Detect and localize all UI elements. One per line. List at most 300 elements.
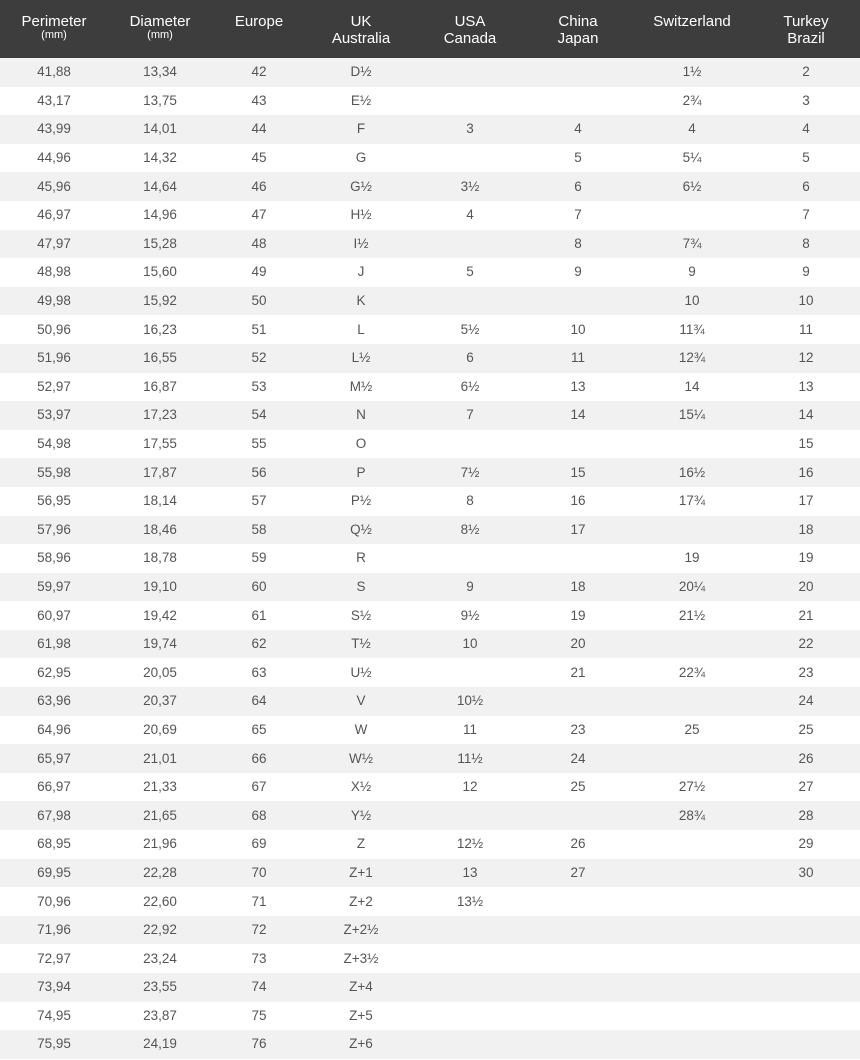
table-cell: 64	[212, 687, 306, 716]
table-cell: 57	[212, 487, 306, 516]
table-cell	[416, 287, 524, 316]
table-cell: 63	[212, 658, 306, 687]
table-cell: 54,98	[0, 430, 108, 459]
table-cell: 66,97	[0, 773, 108, 802]
table-cell	[524, 973, 632, 1002]
table-cell: 24	[524, 744, 632, 773]
column-header-1	[108, 0, 212, 58]
table-cell: 21,65	[108, 801, 212, 830]
table-cell: 25	[752, 716, 860, 745]
table-cell: 20,05	[108, 658, 212, 687]
table-cell: 75,95	[0, 1030, 108, 1059]
table-cell: 7	[524, 201, 632, 230]
table-cell: 14	[632, 373, 752, 402]
table-cell: 28¾	[632, 801, 752, 830]
table-cell	[416, 144, 524, 173]
table-cell: 8	[524, 230, 632, 259]
table-row	[0, 544, 860, 573]
table-row	[0, 344, 860, 373]
table-cell: 43,17	[0, 87, 108, 116]
table-cell: 44,96	[0, 144, 108, 173]
table-cell: 48,98	[0, 258, 108, 287]
table-cell: 25	[524, 773, 632, 802]
column-header-label: Japan	[557, 30, 599, 47]
table-row	[0, 973, 860, 1002]
table-cell: 49	[212, 258, 306, 287]
table-cell	[416, 801, 524, 830]
column-header-3	[306, 0, 416, 58]
table-cell: S½	[306, 601, 416, 630]
table-cell: 16	[752, 458, 860, 487]
table-cell: Z+2½	[306, 916, 416, 945]
table-cell: 4	[416, 201, 524, 230]
column-header-label: Switzerland	[653, 13, 731, 30]
column-header-label: Europe	[234, 13, 284, 30]
table-cell: 17	[752, 487, 860, 516]
table-row	[0, 916, 860, 945]
table-cell: 22,28	[108, 859, 212, 888]
table-cell: 5¼	[632, 144, 752, 173]
table-row	[0, 87, 860, 116]
table-cell: 61,98	[0, 630, 108, 659]
table-cell: 20¼	[632, 573, 752, 602]
table-cell	[416, 973, 524, 1002]
table-cell: 5½	[416, 315, 524, 344]
table-cell: Z+2	[306, 887, 416, 916]
table-cell	[632, 516, 752, 545]
table-cell	[416, 658, 524, 687]
table-cell: 67,98	[0, 801, 108, 830]
table-cell: 53	[212, 373, 306, 402]
table-cell	[632, 687, 752, 716]
table-cell	[524, 1030, 632, 1059]
table-cell: 9	[632, 258, 752, 287]
table-cell: 17,55	[108, 430, 212, 459]
table-cell: 73	[212, 944, 306, 973]
table-row	[0, 144, 860, 173]
table-cell: 45,96	[0, 172, 108, 201]
table-cell	[632, 430, 752, 459]
table-cell: 19,42	[108, 601, 212, 630]
table-cell: Z+1	[306, 859, 416, 888]
table-cell: W	[306, 716, 416, 745]
table-cell: 63,96	[0, 687, 108, 716]
table-cell: 73,94	[0, 973, 108, 1002]
table-cell: 16,87	[108, 373, 212, 402]
table-cell: 12	[752, 344, 860, 373]
table-cell	[632, 830, 752, 859]
table-cell: 21,01	[108, 744, 212, 773]
table-cell: F	[306, 115, 416, 144]
table-cell	[524, 944, 632, 973]
table-cell: 3	[752, 87, 860, 116]
table-cell	[752, 887, 860, 916]
table-cell: 60,97	[0, 601, 108, 630]
table-row	[0, 630, 860, 659]
table-cell: 7½	[416, 458, 524, 487]
table-cell: 18,46	[108, 516, 212, 545]
table-cell: 9	[416, 573, 524, 602]
table-cell	[416, 87, 524, 116]
table-cell: 26	[524, 830, 632, 859]
table-cell	[632, 887, 752, 916]
table-row	[0, 658, 860, 687]
column-header-4	[416, 0, 524, 58]
table-cell: 72	[212, 916, 306, 945]
table-cell: 67	[212, 773, 306, 802]
table-cell: 22,92	[108, 916, 212, 945]
table-cell: 55	[212, 430, 306, 459]
table-row	[0, 887, 860, 916]
table-cell: 14,01	[108, 115, 212, 144]
table-cell	[416, 430, 524, 459]
table-cell: 54	[212, 401, 306, 430]
table-cell: 42	[212, 58, 306, 87]
table-row	[0, 516, 860, 545]
table-cell: J	[306, 258, 416, 287]
table-cell: O	[306, 430, 416, 459]
table-row	[0, 172, 860, 201]
table-cell: 10	[524, 315, 632, 344]
table-cell: 59,97	[0, 573, 108, 602]
table-cell	[752, 1030, 860, 1059]
table-row	[0, 859, 860, 888]
column-header-0	[0, 0, 108, 58]
table-cell: 17,87	[108, 458, 212, 487]
table-cell: P½	[306, 487, 416, 516]
table-cell: 45	[212, 144, 306, 173]
table-cell: 76	[212, 1030, 306, 1059]
table-cell: Y½	[306, 801, 416, 830]
table-cell: U½	[306, 658, 416, 687]
table-cell: 51,96	[0, 344, 108, 373]
table-cell	[632, 201, 752, 230]
table-cell: L	[306, 315, 416, 344]
table-cell: 11	[752, 315, 860, 344]
table-cell: X½	[306, 773, 416, 802]
table-cell: 75	[212, 1002, 306, 1031]
table-cell: G½	[306, 172, 416, 201]
table-cell: 24,19	[108, 1030, 212, 1059]
table-cell: 4	[632, 115, 752, 144]
table-cell: 55,98	[0, 458, 108, 487]
table-cell: 29	[752, 830, 860, 859]
table-cell	[524, 58, 632, 87]
table-cell: 15	[752, 430, 860, 459]
table-cell	[524, 801, 632, 830]
table-cell: 5	[524, 144, 632, 173]
table-cell: 61	[212, 601, 306, 630]
column-header-unit: (mm)	[147, 29, 173, 41]
table-cell: G	[306, 144, 416, 173]
table-cell	[416, 1030, 524, 1059]
table-cell: 9	[752, 258, 860, 287]
table-cell: 48	[212, 230, 306, 259]
table-cell: 18,14	[108, 487, 212, 516]
table-row	[0, 401, 860, 430]
column-header-label: Brazil	[787, 30, 825, 47]
table-cell: 14,96	[108, 201, 212, 230]
table-cell: 27½	[632, 773, 752, 802]
table-cell	[632, 916, 752, 945]
table-cell: 19	[752, 544, 860, 573]
table-cell: L½	[306, 344, 416, 373]
table-row	[0, 944, 860, 973]
table-cell: 15,60	[108, 258, 212, 287]
table-cell: 20	[524, 630, 632, 659]
table-cell	[752, 916, 860, 945]
table-cell: 30	[752, 859, 860, 888]
table-cell: Z+4	[306, 973, 416, 1002]
table-cell: 20	[752, 573, 860, 602]
table-cell: 58,96	[0, 544, 108, 573]
table-cell: 18,78	[108, 544, 212, 573]
table-cell: 47,97	[0, 230, 108, 259]
table-cell: 2¾	[632, 87, 752, 116]
table-cell: 65,97	[0, 744, 108, 773]
table-cell: Q½	[306, 516, 416, 545]
table-cell: D½	[306, 58, 416, 87]
table-cell: 14	[752, 401, 860, 430]
column-header-label: UK	[350, 13, 372, 30]
table-cell: 14,32	[108, 144, 212, 173]
table-cell	[632, 1030, 752, 1059]
table-cell: 23	[524, 716, 632, 745]
table-cell: 59	[212, 544, 306, 573]
table-cell: 51	[212, 315, 306, 344]
table-cell: 13	[752, 373, 860, 402]
table-cell	[416, 916, 524, 945]
table-cell	[752, 1002, 860, 1031]
table-cell	[524, 887, 632, 916]
table-cell: 64,96	[0, 716, 108, 745]
table-cell	[752, 944, 860, 973]
table-cell: 14,64	[108, 172, 212, 201]
table-cell: 11	[524, 344, 632, 373]
column-header-label: Canada	[443, 30, 497, 47]
table-cell: 27	[524, 859, 632, 888]
table-cell: 20,69	[108, 716, 212, 745]
table-cell: 52	[212, 344, 306, 373]
column-header-label: Diameter	[129, 13, 191, 30]
table-cell: 72,97	[0, 944, 108, 973]
table-cell: 9½	[416, 601, 524, 630]
table-cell: W½	[306, 744, 416, 773]
table-cell: 19	[632, 544, 752, 573]
table-cell: K	[306, 287, 416, 316]
column-header-6	[632, 0, 752, 58]
column-header-label: Australia	[331, 30, 391, 47]
table-cell	[632, 973, 752, 1002]
table-body	[0, 58, 860, 1059]
table-cell: 62	[212, 630, 306, 659]
table-row	[0, 716, 860, 745]
table-row	[0, 601, 860, 630]
table-cell: 17	[524, 516, 632, 545]
header-row	[0, 0, 860, 58]
table-cell: 13	[416, 859, 524, 888]
table-row	[0, 801, 860, 830]
table-cell: 8	[752, 230, 860, 259]
table-cell: M½	[306, 373, 416, 402]
table-cell: 6	[752, 172, 860, 201]
table-cell: 12¾	[632, 344, 752, 373]
table-cell: 7¾	[632, 230, 752, 259]
table-cell: 11¾	[632, 315, 752, 344]
table-cell: 8	[416, 487, 524, 516]
table-cell: R	[306, 544, 416, 573]
table-cell: 6½	[632, 172, 752, 201]
table-cell: 53,97	[0, 401, 108, 430]
table-cell: 21,33	[108, 773, 212, 802]
table-cell: 65	[212, 716, 306, 745]
table-cell: P	[306, 458, 416, 487]
table-cell	[524, 687, 632, 716]
table-cell: 14	[524, 401, 632, 430]
table-cell	[416, 230, 524, 259]
table-cell: 70,96	[0, 887, 108, 916]
table-row	[0, 258, 860, 287]
table-cell: 27	[752, 773, 860, 802]
table-row	[0, 687, 860, 716]
table-cell: 23,24	[108, 944, 212, 973]
table-row	[0, 230, 860, 259]
table-cell: 12	[416, 773, 524, 802]
table-cell: 16,55	[108, 344, 212, 373]
table-cell: I½	[306, 230, 416, 259]
table-cell: 70	[212, 859, 306, 888]
table-cell: 18	[752, 516, 860, 545]
table-cell: 68	[212, 801, 306, 830]
table-cell: 46	[212, 172, 306, 201]
table-cell	[752, 973, 860, 1002]
table-cell: 28	[752, 801, 860, 830]
table-row	[0, 58, 860, 87]
table-cell: 16	[524, 487, 632, 516]
table-cell	[632, 1002, 752, 1031]
table-cell: 18	[524, 573, 632, 602]
table-cell	[524, 1002, 632, 1031]
table-cell: N	[306, 401, 416, 430]
column-header-2	[212, 0, 306, 58]
table-cell: 50	[212, 287, 306, 316]
table-cell	[632, 859, 752, 888]
table-row	[0, 830, 860, 859]
table-cell: Z+6	[306, 1030, 416, 1059]
table-cell: 12½	[416, 830, 524, 859]
table-cell: 26	[752, 744, 860, 773]
table-cell: 16,23	[108, 315, 212, 344]
table-cell	[524, 544, 632, 573]
table-cell: 6	[524, 172, 632, 201]
table-cell: 56	[212, 458, 306, 487]
table-cell: 16½	[632, 458, 752, 487]
table-cell: 60	[212, 573, 306, 602]
table-cell: 24	[752, 687, 860, 716]
table-cell: 21½	[632, 601, 752, 630]
table-cell: 74,95	[0, 1002, 108, 1031]
table-cell: 21	[752, 601, 860, 630]
table-cell: 71,96	[0, 916, 108, 945]
table-row	[0, 430, 860, 459]
table-cell: 17¾	[632, 487, 752, 516]
table-cell: 15,92	[108, 287, 212, 316]
column-header-5	[524, 0, 632, 58]
table-row	[0, 287, 860, 316]
table-cell: 10	[632, 287, 752, 316]
table-cell: 11½	[416, 744, 524, 773]
column-header-label: Turkey	[783, 13, 829, 30]
table-cell: 7	[752, 201, 860, 230]
table-cell: 15¼	[632, 401, 752, 430]
table-cell: 6½	[416, 373, 524, 402]
table-cell: 3	[416, 115, 524, 144]
table-cell: 46,97	[0, 201, 108, 230]
table-cell: 2	[752, 58, 860, 87]
table-cell: Z+5	[306, 1002, 416, 1031]
table-cell: 13,34	[108, 58, 212, 87]
table-cell: 69,95	[0, 859, 108, 888]
table-row	[0, 373, 860, 402]
table-cell: 10	[752, 287, 860, 316]
table-cell: 50,96	[0, 315, 108, 344]
table-cell: 71	[212, 887, 306, 916]
table-cell: S	[306, 573, 416, 602]
table-cell: 17,23	[108, 401, 212, 430]
table-cell: 25	[632, 716, 752, 745]
table-cell	[632, 944, 752, 973]
table-cell: 56,95	[0, 487, 108, 516]
table-cell: 66	[212, 744, 306, 773]
table-cell	[524, 430, 632, 459]
column-header-7	[752, 0, 860, 58]
column-header-unit: (mm)	[41, 29, 67, 41]
table-cell: 10	[416, 630, 524, 659]
table-cell: Z	[306, 830, 416, 859]
table-cell: 68,95	[0, 830, 108, 859]
table-cell	[416, 1002, 524, 1031]
table-cell: 8½	[416, 516, 524, 545]
table-cell	[632, 630, 752, 659]
table-cell: 6	[416, 344, 524, 373]
table-cell: 49,98	[0, 287, 108, 316]
table-cell	[632, 744, 752, 773]
table-row	[0, 1030, 860, 1059]
table-cell: 47	[212, 201, 306, 230]
table-row	[0, 487, 860, 516]
table-cell: 62,95	[0, 658, 108, 687]
table-cell: 43	[212, 87, 306, 116]
column-header-label: Perimeter	[21, 13, 87, 30]
table-cell: 41,88	[0, 58, 108, 87]
table-cell: 23,87	[108, 1002, 212, 1031]
table-row	[0, 744, 860, 773]
table-cell: 57,96	[0, 516, 108, 545]
table-row	[0, 773, 860, 802]
table-cell: 23	[752, 658, 860, 687]
table-cell: 11	[416, 716, 524, 745]
table-cell: V	[306, 687, 416, 716]
table-cell: 7	[416, 401, 524, 430]
table-cell: 69	[212, 830, 306, 859]
table-row	[0, 115, 860, 144]
table-cell: 19	[524, 601, 632, 630]
table-cell: 13	[524, 373, 632, 402]
table-cell: 20,37	[108, 687, 212, 716]
table-cell: 19,74	[108, 630, 212, 659]
table-cell	[524, 916, 632, 945]
table-cell: 43,99	[0, 115, 108, 144]
